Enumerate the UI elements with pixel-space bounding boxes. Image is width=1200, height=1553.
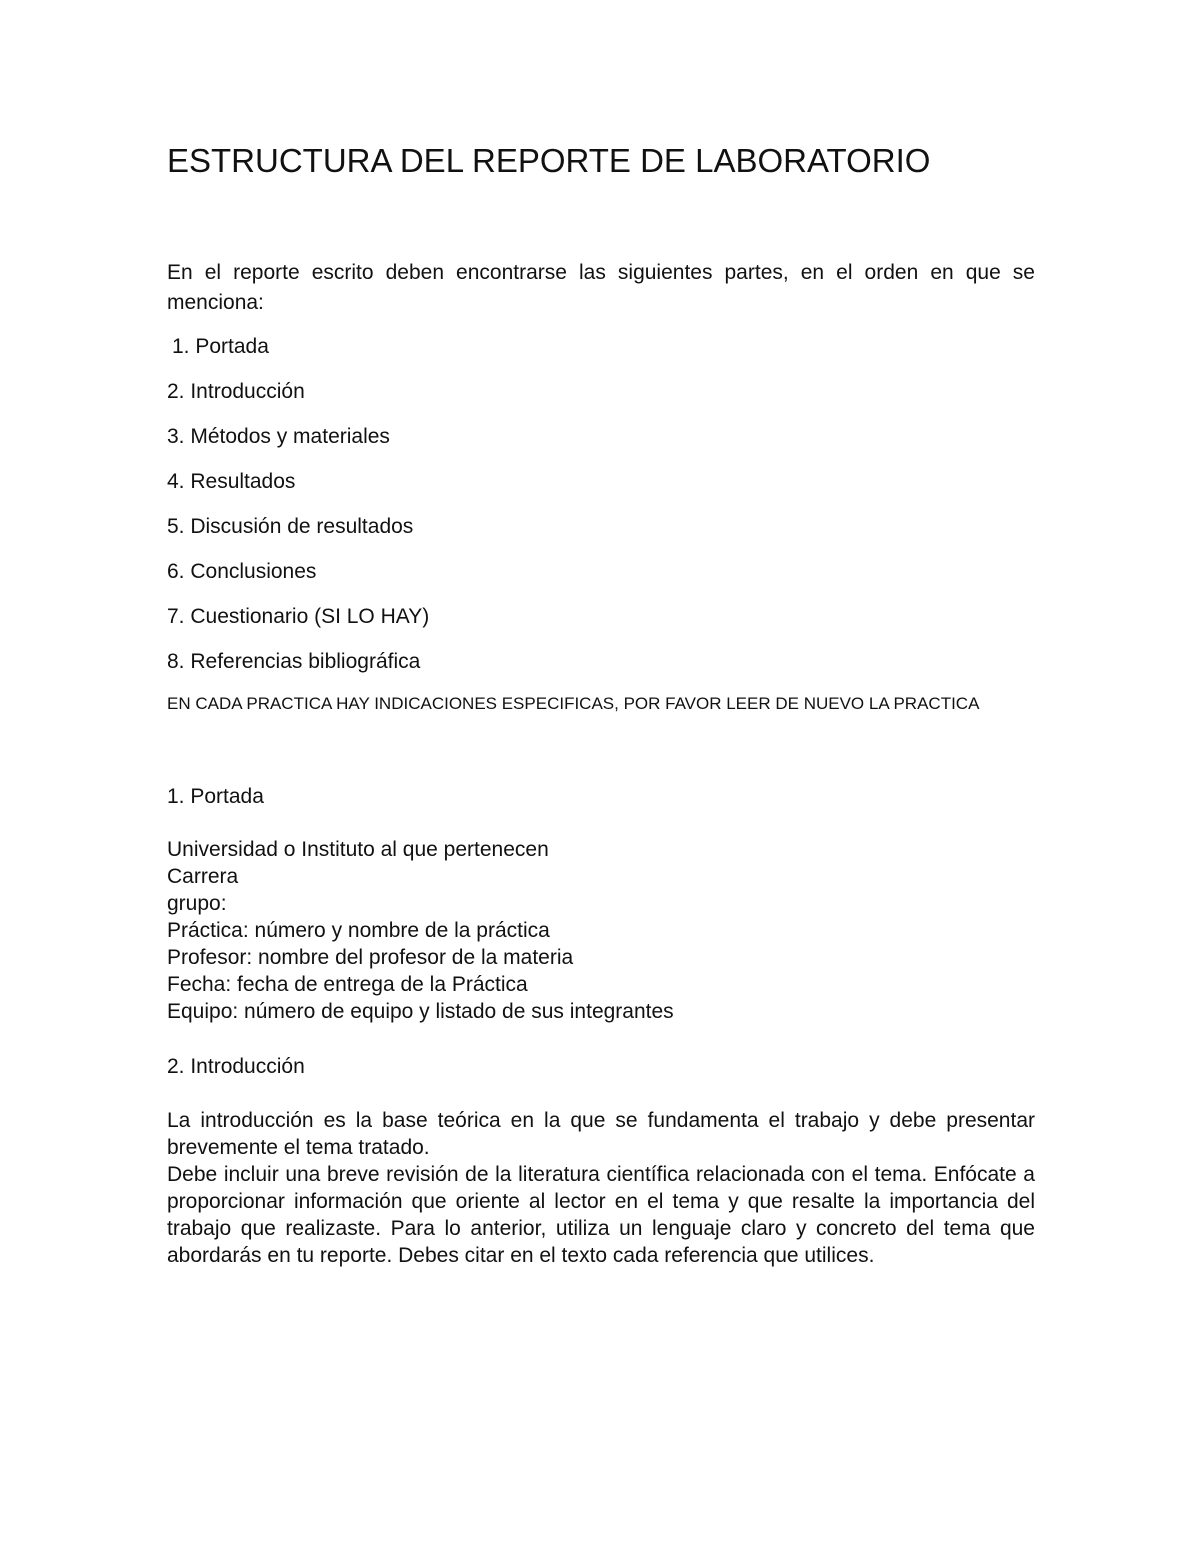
list-item-introduccion: 2. Introducción xyxy=(167,380,305,403)
document-title: ESTRUCTURA DEL REPORTE DE LABORATORIO xyxy=(167,142,931,179)
list-item-resultados: 4. Resultados xyxy=(167,470,296,493)
section-heading-introduccion: 2. Introducción xyxy=(167,1055,305,1078)
list-item-cuestionario: 7. Cuestionario (SI LO HAY) xyxy=(167,605,430,628)
report-parts-list xyxy=(167,330,1035,690)
intro-paragraph: En el reporte escrito deben encontrarse las siguientes partes, en el orden en que se menciona: xyxy=(167,261,1035,314)
cover-line-grupo: grupo: xyxy=(167,892,227,915)
cover-line-carrera: Carrera xyxy=(167,865,239,888)
practice-notice: EN CADA PRACTICA HAY INDICACIONES ESPECIFICAS, POR FAVOR LEER DE NUEVO LA PRACTICA xyxy=(167,694,980,713)
cover-line-practica: Práctica: número y nombre de la práctica xyxy=(167,919,550,942)
cover-requirements-list xyxy=(167,836,674,1025)
list-item-referencias: 8. Referencias bibliográfica xyxy=(167,650,421,673)
introduccion-paragraph-2: Debe incluir una breve revisión de la literatura científica relacionada con el tema. Enfócate a proporcionar información que oriente al lector en el tema y que resalte la importancia del trabajo que realizaste. Para lo anterior, utiliza un lenguaje claro y concreto del tema que abordarás en tu reporte. Debes citar en el texto cada referencia que utilices. xyxy=(167,1163,1035,1267)
list-item-conclusiones: 6. Conclusiones xyxy=(167,560,317,583)
list-item-metodos: 3. Métodos y materiales xyxy=(167,425,390,448)
section-heading-portada: 1. Portada xyxy=(167,785,264,808)
cover-line-fecha: Fecha: fecha de entrega de la Práctica xyxy=(167,973,528,996)
cover-line-profesor: Profesor: nombre del profesor de la materia xyxy=(167,946,574,969)
list-item-portada: 1. Portada xyxy=(172,335,269,358)
list-item-discusion: 5. Discusión de resultados xyxy=(167,515,414,538)
introduccion-paragraph-1: La introducción es la base teórica en la que se fundamenta el trabajo y debe presentar brevemente el tema tratado. xyxy=(167,1109,1035,1159)
cover-line-universidad: Universidad o Instituto al que pertenecen xyxy=(167,838,549,861)
cover-line-equipo: Equipo: número de equipo y listado de sus integrantes xyxy=(167,1000,674,1023)
document-page xyxy=(167,0,1035,1553)
